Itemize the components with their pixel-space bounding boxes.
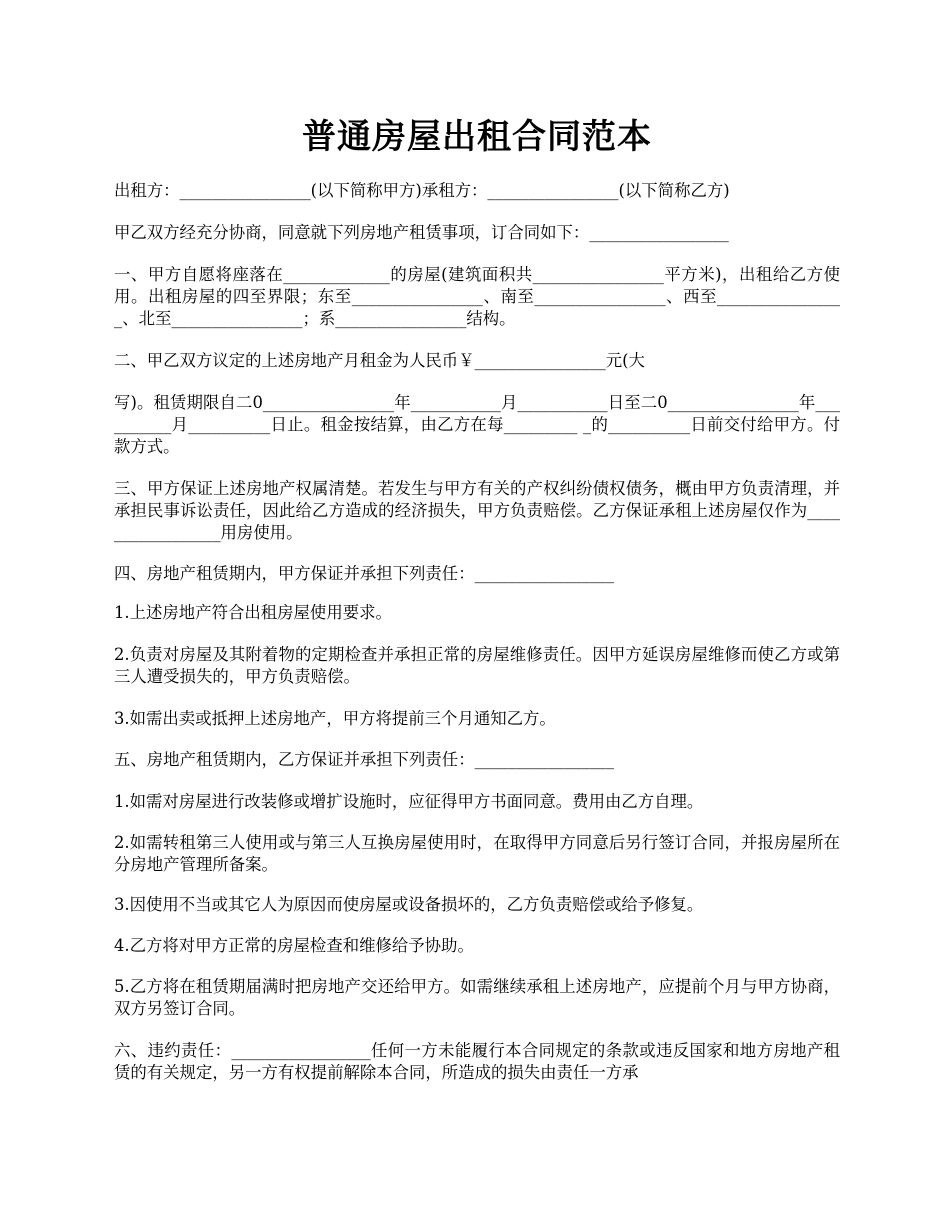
paragraph-clause-5-item-1: 1.如需对房屋进行改装修或增扩设施时，应征得甲方书面同意。费用由乙方自理。 [114,792,704,811]
paragraph-preamble: 甲乙双方经充分协商，同意就下列房地产租赁事项，订合同如下：_________________ [114,223,729,242]
paragraph-parties: 出租方：________________(以下简称甲方)承租方：________________(以下简称乙方) [114,181,730,200]
paragraph-clause-2-cont: 写)。租赁期限自二0________________年___________月___________日至二0________________年__________月__________日止。租金按结算，由乙方在每_________ _的__________日前交付给甲方。付款方式。 [114,393,840,456]
paragraph-clause-3: 三、甲方保证上述房地产权属清楚。若发生与甲方有关的产权纠纷债权债务，概由甲方负责清理，并承担民事诉讼责任，因此给乙方造成的经济损失，甲方负责赔偿。乙方保证承租上述房屋仅作为_________________用房使用。 [114,479,840,542]
paragraph-clause-5-item-3: 3.因使用不当或其它人为原因而使房屋或设备损坏的，乙方负责赔偿或给予修复。 [114,895,704,914]
paragraph-clause-4-item-1: 1.上述房地产符合出租房屋使用要求。 [114,603,392,622]
paragraph-clause-2: 二、甲乙双方议定的上述房地产月租金为人民币￥________________元(大 [114,351,645,370]
paragraph-clause-6: 六、违约责任：_________________任何一方未能履行本合同规定的条款或违反国家和地方房地产租赁的有关规定，另一方有权提前解除本合同，所造成的损失由责任一方承 [114,1041,840,1082]
paragraph-clause-5-item-4: 4.乙方将对甲方正常的房屋检查和维修给予协助。 [114,936,474,955]
paragraph-clause-4-item-3: 3.如需出卖或抵押上述房地产，甲方将提前三个月通知乙方。 [114,709,556,728]
paragraph-clause-5: 五、房地产租赁期内，乙方保证并承担下列责任：_________________ [114,750,614,769]
paragraph-clause-4: 四、房地产租赁期内，甲方保证并承担下列责任：_________________ [114,564,614,583]
paragraph-clause-5-item-2: 2.如需转租第三人使用或与第三人互换房屋使用时，在取得甲方同意后另行签订合同，并报房屋所在分房地产管理所备案。 [114,833,840,874]
paragraph-clause-5-item-5: 5.乙方将在租赁期届满时把房地产交还给甲方。如需继续承租上述房地产，应提前个月与甲方协商，双方另签订合同。 [114,977,840,1018]
paragraph-clause-1: 一、甲方自愿将座落在_____________的房屋(建筑面积共________________平方米)，出租给乙方使用。出租房屋的四至界限；东至________________、南至________________、西至________________、北至________________；系________________结构。 [114,265,840,328]
paragraph-clause-4-item-2: 2.负责对房屋及其附着物的定期检查并承担正常的房屋维修责任。因甲方延误房屋维修而使乙方或第三人遭受损失的，甲方负责赔偿。 [114,645,840,686]
page-title: 普通房屋出租合同范本 [302,117,652,157]
